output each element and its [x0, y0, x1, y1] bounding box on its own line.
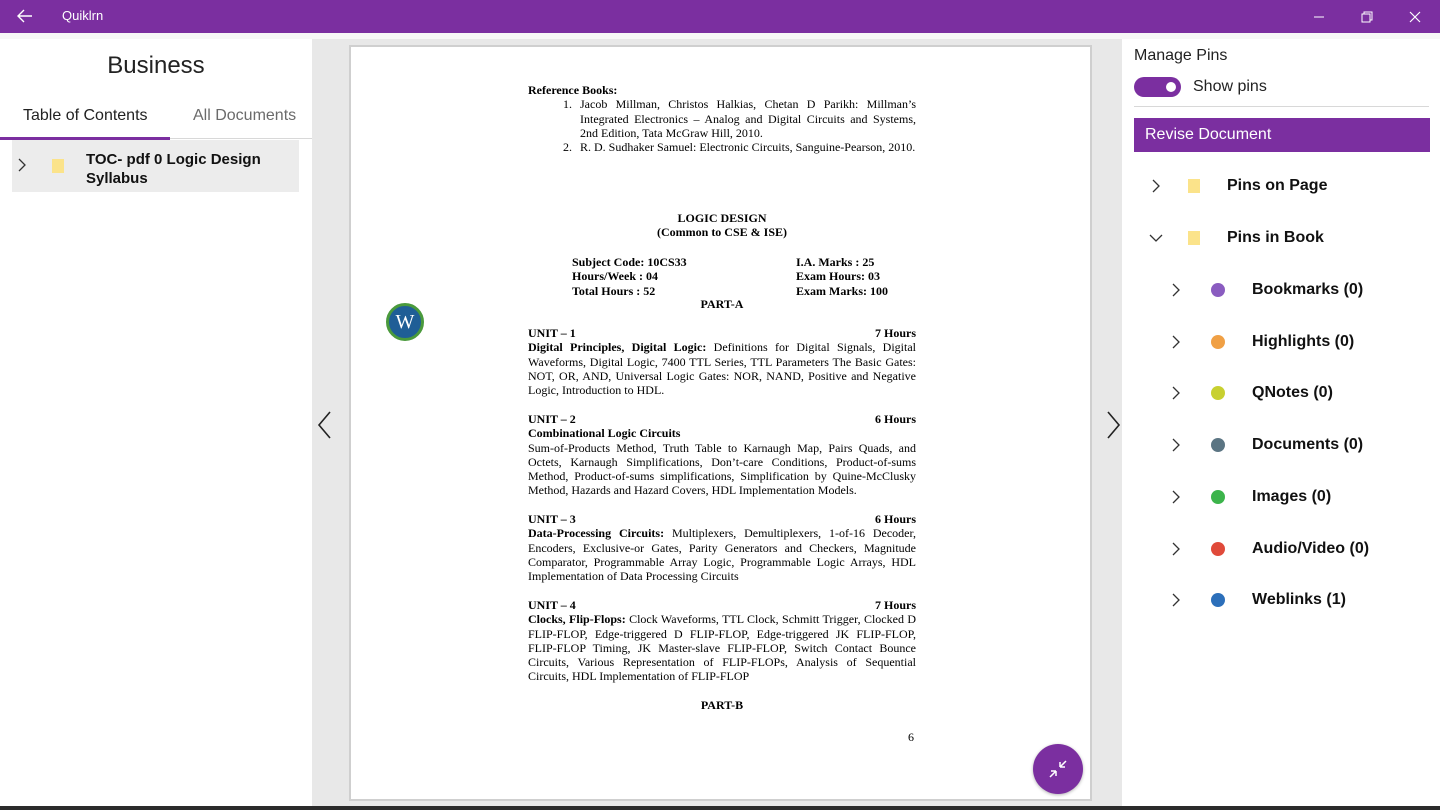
unit-header	[528, 598, 916, 612]
pins-in-book-label: Pins in Book	[1227, 229, 1324, 246]
toggle-knob	[1166, 82, 1176, 92]
revise-document-button[interactable]: Revise Document	[1134, 118, 1430, 152]
subject-row-left: Hours/Week : 04	[572, 269, 658, 284]
divider	[1134, 106, 1429, 107]
chevron-right-icon[interactable]	[1170, 334, 1182, 350]
chevron-right-icon[interactable]	[1170, 437, 1182, 453]
category-color-dot-icon	[1211, 593, 1225, 607]
pin-category-label: Weblinks (1)	[1252, 591, 1346, 609]
unit-header	[528, 412, 916, 426]
minimize-button[interactable]	[1296, 0, 1342, 33]
unit-hours: 7 Hours	[874, 326, 916, 340]
subject-row	[572, 284, 896, 298]
pin-category-label: Documents (0)	[1252, 436, 1364, 454]
chevron-right-icon[interactable]	[1170, 489, 1182, 505]
pin-category-label: QNotes (0)	[1252, 384, 1333, 402]
pin-category-label: Highlights (0)	[1252, 332, 1355, 350]
pin-category-bookmarks[interactable]	[1166, 275, 1426, 305]
subject-row-right: Exam Hours: 03	[796, 269, 880, 284]
unit-description	[528, 612, 916, 683]
chevron-right-icon[interactable]	[1170, 282, 1182, 298]
subject-row-right: Exam Marks: 100	[796, 283, 888, 298]
unit-description	[528, 526, 916, 583]
chevron-right-icon[interactable]	[1170, 541, 1182, 557]
unit-block	[528, 598, 916, 684]
show-pins-toggle[interactable]	[1134, 77, 1181, 97]
pins-on-page-label: Pins on Page	[1227, 177, 1328, 194]
chevron-right-icon[interactable]	[1170, 385, 1182, 401]
sticky-note-icon	[1188, 231, 1200, 245]
unit-topic: Combinational Logic Circuits	[528, 426, 681, 441]
unit-topic: Data-Processing Circuits:	[528, 526, 665, 541]
chevron-right-icon[interactable]	[1170, 592, 1182, 608]
unit-block	[528, 512, 916, 583]
pins-in-book-row[interactable]	[1146, 223, 1426, 253]
reference-number: 2.	[563, 140, 572, 155]
pin-category-images[interactable]	[1166, 482, 1426, 512]
unit-title: UNIT – 2	[528, 412, 576, 426]
unit-body: Sum-of-Products Method, Truth Table to Karnaugh Map, Pairs Quads, and Octets, Karnaugh Simplifications, Don’t-care Conditions, Product-of-sums Method, Product-of-sums simplifications, Simplification by Quine-McClusky Method, Hazards and Hazard Covers, HDL Implementation Models.	[528, 440, 916, 498]
close-icon	[1409, 11, 1421, 23]
sticky-note-icon	[52, 159, 64, 173]
category-color-dot-icon	[1211, 542, 1225, 556]
reference-text: Jacob Millman, Christos Halkias, Chetan D Parikh: Millman’s Integrated Electronics – Analog and Digital Circuits and Systems, 2nd Edition, Tata McGraw Hill, 2010.	[580, 97, 916, 140]
unit-hours: 7 Hours	[874, 598, 916, 612]
taskbar-edge	[0, 806, 1440, 810]
chevron-down-icon[interactable]	[1148, 230, 1164, 246]
chevron-right-icon[interactable]	[1150, 178, 1162, 194]
tab-table-of-contents[interactable]: Table of Contents	[23, 107, 148, 124]
restore-button[interactable]	[1344, 0, 1390, 33]
pin-category-highlights[interactable]	[1166, 327, 1426, 357]
unit-header	[528, 512, 916, 526]
subject-row	[572, 255, 896, 269]
document-subtitle: (Common to CSE & ISE)	[656, 225, 787, 239]
reference-number: 1.	[563, 97, 572, 112]
reference-heading: Reference Books:	[528, 83, 618, 97]
category-color-dot-icon	[1211, 335, 1225, 349]
subject-row-left: Subject Code: 10CS33	[572, 255, 687, 269]
sticky-note-icon	[1188, 179, 1200, 193]
unit-title: UNIT – 4	[528, 598, 576, 612]
unit-body: Definitions for Digital Signals, Digital Waveforms, Digital Logic, 7400 TTL Series, TTL Parameters The Basic Gates: NOT, OR, AND, Universal Logic Gates: NOR, NAND, Positive and Negative Logic, Introduction to HDL.	[528, 340, 916, 398]
minimize-icon	[1313, 11, 1325, 23]
unit-block	[528, 412, 916, 498]
tab-bar	[0, 103, 312, 139]
unit-block	[528, 326, 916, 397]
part-b-heading: PART-B	[700, 698, 744, 712]
reference-item	[528, 140, 916, 154]
weblink-pin-letter: W	[395, 310, 415, 333]
back-arrow-icon	[17, 9, 33, 23]
category-color-dot-icon	[1211, 490, 1225, 504]
left-panel	[0, 39, 312, 810]
toc-item[interactable]	[12, 140, 299, 192]
unit-header	[528, 326, 916, 340]
subject-heading: Business	[107, 52, 205, 79]
pin-category-documents[interactable]	[1166, 430, 1426, 460]
restore-icon	[1361, 11, 1373, 23]
close-button[interactable]	[1392, 0, 1438, 33]
unit-title: UNIT – 3	[528, 512, 576, 526]
pins-on-page-row[interactable]	[1146, 171, 1426, 201]
reference-text: R. D. Sudhaker Samuel: Electronic Circuits, Sanguine-Pearson, 2010.	[580, 140, 916, 155]
unit-description	[528, 340, 916, 397]
document-title: LOGIC DESIGN	[677, 211, 767, 225]
pin-category-label: Bookmarks (0)	[1252, 281, 1364, 298]
pin-category-weblinks[interactable]	[1166, 585, 1426, 615]
title-bar	[0, 0, 1440, 33]
pin-category-label: Images (0)	[1252, 487, 1332, 505]
right-panel	[1122, 39, 1440, 810]
category-color-dot-icon	[1211, 283, 1225, 297]
pin-category-label: Audio/Video (0)	[1252, 539, 1370, 557]
subject-row	[572, 269, 896, 283]
toc-item-label: TOC- pdf 0 Logic Design Syllabus	[86, 151, 261, 187]
previous-page-arrow-icon[interactable]	[312, 409, 336, 441]
back-button[interactable]	[10, 4, 40, 28]
unit-hours: 6 Hours	[874, 412, 916, 426]
subject-row-left: Total Hours : 52	[572, 283, 656, 298]
subject-details	[572, 255, 896, 298]
weblink-pin-badge[interactable]	[386, 303, 424, 341]
reference-books	[528, 83, 916, 154]
show-pins-label: Show pins	[1193, 78, 1267, 95]
unit-title: UNIT – 1	[528, 326, 576, 340]
unit-topic: Clocks, Flip-Flops:	[528, 612, 626, 627]
pin-category-audio-video[interactable]	[1166, 534, 1426, 564]
category-color-dot-icon	[1211, 386, 1225, 400]
unit-body: Multiplexers, Demultiplexers, 1-of-16 Decoder, Encoders, Exclusive-or Gates, Parity Generators and Checkers, Magnitude Comparator, Programmable Array Logic, Programmable Logic Arrays, HDL Implementation of Data Processing Circuits	[528, 526, 917, 584]
app-title: Quiklrn	[62, 8, 104, 23]
collapse-view-button[interactable]	[1033, 744, 1083, 794]
tab-all-documents[interactable]: All Documents	[193, 107, 297, 124]
page-number: 6	[908, 730, 914, 744]
reference-item	[528, 97, 916, 140]
manage-pins-heading: Manage Pins	[1134, 47, 1228, 64]
unit-body: Clock Waveforms, TTL Clock, Schmitt Trigger, Clocked D FLIP-FLOP, Edge-triggered D FLIP-FLOP, Edge-triggered JK FLIP-FLOP, FLIP-FLOP Timing, JK Master-slave FLIP-FLOP, Switch Contact Bounce Circuits, Various Representation of FLIP-FLOPs, Analysis of Sequential Circuits, HDL Implementation of FLIP-FLOP	[528, 612, 916, 684]
document-viewer	[312, 39, 1122, 810]
subject-row-right: I.A. Marks : 25	[796, 255, 875, 269]
collapse-arrows-icon	[1047, 758, 1069, 780]
chevron-right-icon[interactable]	[16, 158, 28, 172]
unit-topic: Digital Principles, Digital Logic:	[528, 340, 707, 355]
category-color-dot-icon	[1211, 438, 1225, 452]
pin-category-qnotes[interactable]	[1166, 378, 1426, 408]
part-a-heading: PART-A	[700, 297, 744, 311]
unit-hours: 6 Hours	[874, 512, 916, 526]
document-page	[349, 45, 1092, 801]
